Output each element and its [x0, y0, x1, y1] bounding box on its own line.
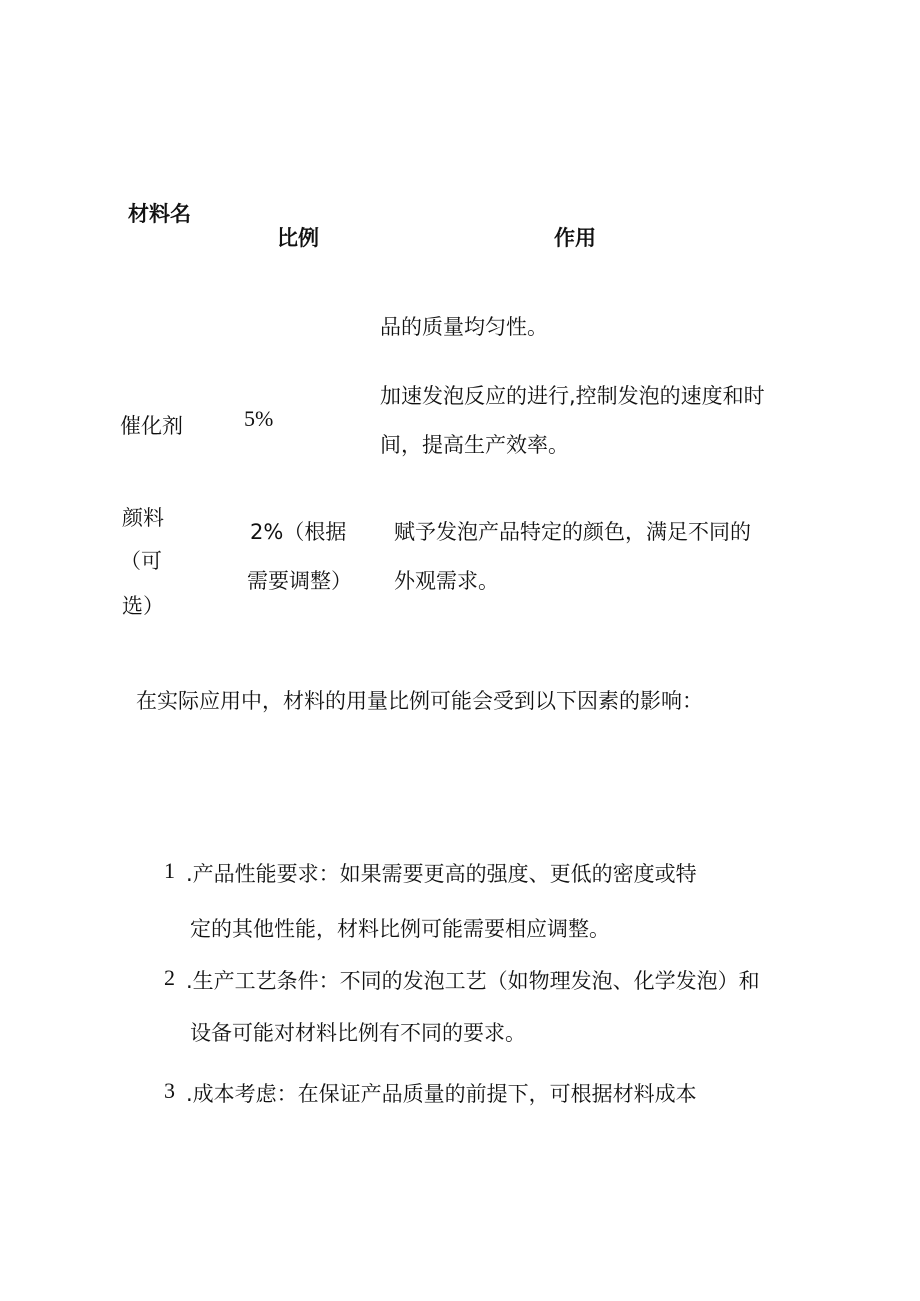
factor-3-line1: .成本考虑：在保证产品质量的前提下，可根据材料成本	[186, 1082, 697, 1106]
row-catalyst-function-line1: 加速发泡反应的进行,控制发泡的速度和时	[380, 384, 765, 408]
row-pigment-material-line1: 颜料	[122, 506, 164, 530]
row-pigment-ratio-line1: 2%（根据	[250, 520, 347, 544]
intro-paragraph: 在实际应用中，材料的用量比例可能会受到以下因素的影响：	[136, 689, 703, 713]
factor-2-line1: .生产工艺条件：不同的发泡工艺（如物理发泡、化学发泡）和	[186, 969, 760, 993]
header-material: 材料名	[128, 202, 191, 226]
function-carryover-text: 品的质量均匀性。	[380, 315, 548, 339]
row-pigment-function-line1: 赋予发泡产品特定的颜色，满足不同的	[394, 520, 751, 544]
header-function: 作用	[554, 226, 596, 250]
row-catalyst-material: 催化剂	[120, 414, 183, 438]
factor-1-line2: 定的其他性能，材料比例可能需要相应调整。	[190, 917, 610, 941]
factor-2-line2: 设备可能对材料比例有不同的要求。	[190, 1021, 526, 1045]
row-pigment-material-line2: （可	[120, 549, 162, 573]
row-pigment-material-line3: 选）	[122, 594, 164, 618]
factor-1-number: 1	[164, 858, 175, 883]
factor-1-line1: .产品性能要求：如果需要更高的强度、更低的密度或特	[186, 862, 697, 886]
row-pigment-ratio-line2: 需要调整）	[247, 569, 352, 593]
row-catalyst-ratio: 5%	[244, 406, 274, 431]
row-pigment-function-line2: 外观需求。	[394, 569, 499, 593]
factor-3-number: 3	[164, 1078, 175, 1103]
row-catalyst-function-line2: 间，提高生产效率。	[380, 433, 569, 457]
factor-2-number: 2	[164, 965, 175, 990]
header-ratio: 比例	[277, 226, 319, 250]
